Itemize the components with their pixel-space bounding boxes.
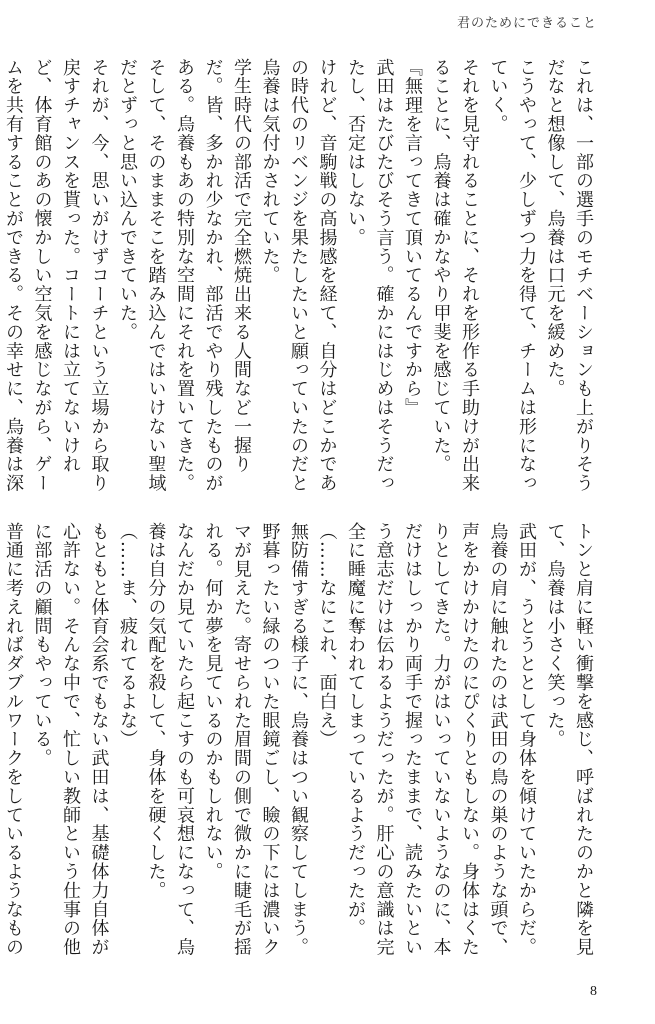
paragraph: こうやって、少しずつ力を得て、チームは形になっていく。 bbox=[487, 58, 537, 493]
paragraph: もともと体育会系でもない武田は、基礎体力自体が心許ない。そんな中で、忙しい教師という仕事の他に部活の顧問もやっている。 bbox=[31, 522, 110, 957]
paragraph: 武田が、うとうととして身体を傾けていたからだ。 bbox=[516, 522, 537, 957]
paragraph: 無防備すぎる様子に、烏養はつい観察してしまう。 bbox=[288, 522, 309, 957]
paragraph: （……ま、疲れてるよな） bbox=[117, 522, 138, 749]
paragraph: 普通に考えればダブルワークをしているようなもの bbox=[3, 522, 24, 957]
paragraph: これは、一部の選手のモチベーションも上がりそうだなと想像して、烏養は口元を緩めた。 bbox=[544, 58, 594, 493]
bottom-text-block bbox=[3, 522, 597, 972]
paragraph: 学生時代の部活で完全燃焼出来る人間など一握りだ。皆、多かれ少なかれ、部活でやり残したものがある。烏養もあの特別な空間にそれを置いてきた。そして、そのままそこを踏み込んではいけない聖域だとずっと思い込んできていた。 bbox=[117, 58, 252, 493]
top-text-block bbox=[3, 58, 597, 510]
running-header: 君のためにできること bbox=[456, 16, 597, 31]
paragraph: 烏養の肩に触れたのは武田の鳥の巣のような頭で、声をかけかけたのにぴくりともしない。身体はくたりとしてきた。力がはいっていないようなのに、本だけはしっかり両手で握ったままで、読みたいという意志だけは伝わるようだったが。肝心の意識は完全に睡魔に奪われてしまっているようだったが。 bbox=[345, 522, 509, 957]
paragraph: それを見守れることに、それを形作る手助けが出来ることに、烏養は確かなやり甲斐を感じていた。 bbox=[430, 58, 480, 493]
paragraph: 武田はたびたびそう言う。確かにはじめはそうだったし、否定はしない。 bbox=[345, 58, 395, 493]
paragraph: 野暮ったい緑のついた眼鏡ごし、瞼の下には濃いクマが見えた。寄せられた眉間の側で微かに睫毛が揺れる。何か夢を見ているのかもしれない。 bbox=[202, 522, 281, 957]
paragraph: （……なにこれ、面白え） bbox=[316, 522, 338, 749]
page-number: 8 bbox=[590, 984, 597, 999]
paragraph: トンと肩に軽い衝撃を感じ、呼ばれたのかと隣を見て、烏養は小さく笑った。 bbox=[544, 522, 594, 957]
paragraph: 『無理を言ってきて頂いてるんですから』 bbox=[402, 58, 423, 418]
paragraph: それが、今、思いがけずコーチという立場から取り戻すチャンスを貰った。コートには立てないけれど、体育館のあの懐かしい空気を感じながら、ゲームを共有することができる。その幸せに、烏養は深 bbox=[3, 58, 110, 493]
paragraph: なんだか見ていたら起こすのも可哀想になって、烏養は自分の気配を殺して、身体を硬くした。 bbox=[145, 522, 195, 957]
paragraph: けれど、音駒戦の高揚感を経て、自分はどこかであの時代のリベンジを果たしたいと願っていたのだと烏養は気付かされていた。 bbox=[259, 58, 338, 493]
